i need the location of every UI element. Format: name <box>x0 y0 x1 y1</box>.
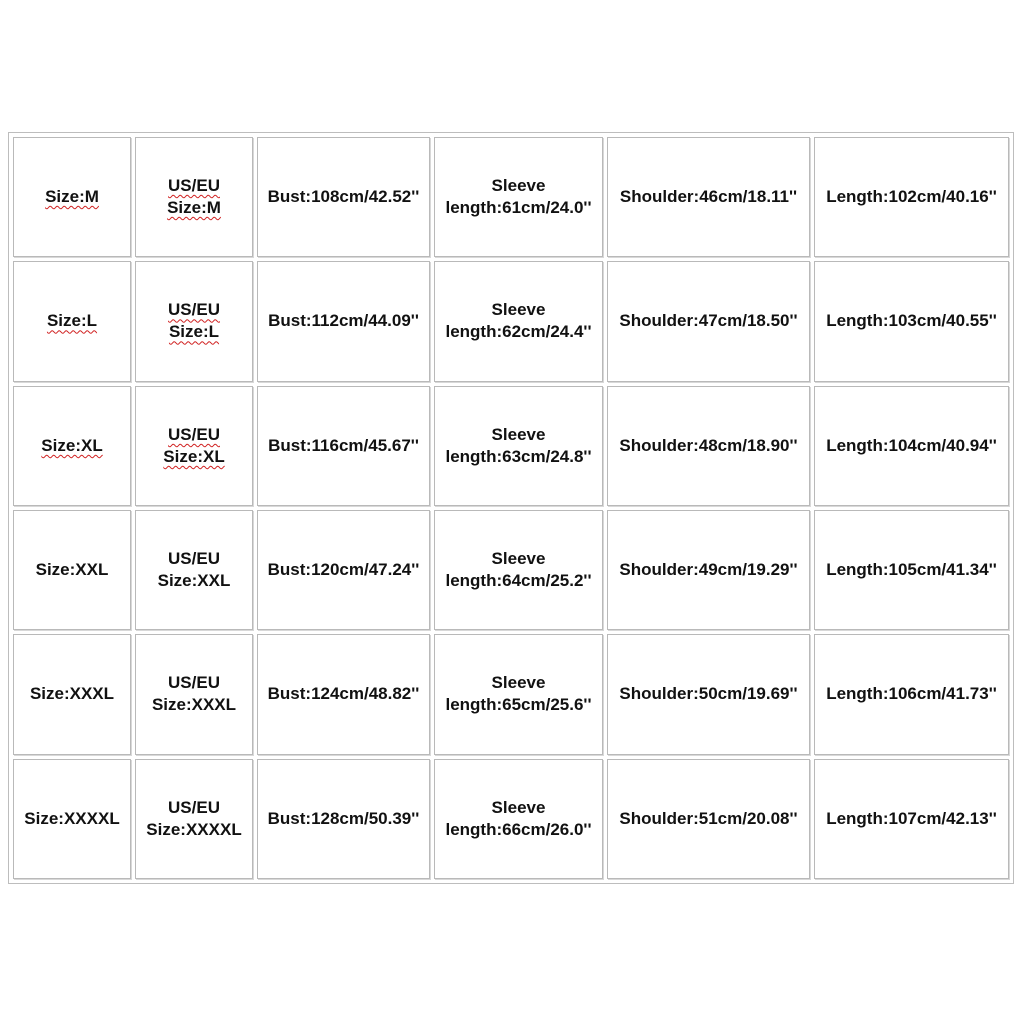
size-cell <box>13 510 131 630</box>
bust-cell: Bust:120cm/47.24'' <box>257 510 430 630</box>
size-label: Size:L <box>46 311 98 331</box>
us-eu-label: US/EU <box>168 673 220 693</box>
us-eu-label: US/EU <box>168 300 220 320</box>
length-cell: Length:102cm/40.16'' <box>814 137 1009 257</box>
size-label: Size:XXL <box>35 560 109 580</box>
us-eu-size-label: Size:XXXL <box>151 695 237 715</box>
shoulder-cell: Shoulder:50cm/19.69'' <box>607 634 810 754</box>
table-row <box>13 386 1009 506</box>
size-chart-table <box>8 132 1014 884</box>
length-cell: Length:104cm/40.94'' <box>814 386 1009 506</box>
sleeve-label: Sleeve <box>491 673 546 693</box>
sleeve-value: length:64cm/25.2'' <box>445 571 592 591</box>
sleeve-cell <box>434 634 603 754</box>
us-eu-size-label: Size:XXXXL <box>146 819 242 839</box>
table-row <box>13 510 1009 630</box>
size-cell <box>13 261 131 381</box>
length-cell: Length:107cm/42.13'' <box>814 759 1009 879</box>
us-eu-cell <box>135 261 253 381</box>
sleeve-value: length:66cm/26.0'' <box>445 819 592 839</box>
shoulder-cell: Shoulder:51cm/20.08'' <box>607 759 810 879</box>
sleeve-label: Sleeve <box>491 797 546 817</box>
table-row <box>13 634 1009 754</box>
us-eu-label: US/EU <box>168 549 220 569</box>
us-eu-label: US/EU <box>168 797 220 817</box>
us-eu-cell <box>135 634 253 754</box>
us-eu-label: US/EU <box>168 424 220 444</box>
sleeve-value: length:61cm/24.0'' <box>445 198 592 218</box>
us-eu-cell <box>135 510 253 630</box>
shoulder-cell: Shoulder:47cm/18.50'' <box>607 261 810 381</box>
sleeve-value: length:65cm/25.6'' <box>445 695 592 715</box>
size-label: Size:XXXXL <box>24 808 120 828</box>
bust-cell: Bust:108cm/42.52'' <box>257 137 430 257</box>
table-row <box>13 261 1009 381</box>
length-cell: Length:105cm/41.34'' <box>814 510 1009 630</box>
shoulder-cell: Shoulder:46cm/18.11'' <box>607 137 810 257</box>
sleeve-cell <box>434 510 603 630</box>
bust-cell: Bust:116cm/45.67'' <box>257 386 430 506</box>
size-label: Size:XXXL <box>29 684 115 704</box>
length-cell: Length:103cm/40.55'' <box>814 261 1009 381</box>
sleeve-value: length:63cm/24.8'' <box>445 446 592 466</box>
bust-cell: Bust:112cm/44.09'' <box>257 261 430 381</box>
length-cell: Length:106cm/41.73'' <box>814 634 1009 754</box>
us-eu-size-label: Size:L <box>168 322 220 342</box>
sleeve-label: Sleeve <box>491 176 546 196</box>
us-eu-size-label: Size:M <box>167 198 221 218</box>
shoulder-cell: Shoulder:48cm/18.90'' <box>607 386 810 506</box>
sleeve-label: Sleeve <box>491 549 546 569</box>
sleeve-cell <box>434 137 603 257</box>
us-eu-cell <box>135 759 253 879</box>
shoulder-cell: Shoulder:49cm/19.29'' <box>607 510 810 630</box>
table-row <box>13 759 1009 879</box>
table-row <box>13 137 1009 257</box>
size-label: Size:XL <box>41 435 103 455</box>
us-eu-size-label: Size:XXL <box>157 571 231 591</box>
sleeve-label: Sleeve <box>491 424 546 444</box>
sleeve-cell <box>434 386 603 506</box>
bust-cell: Bust:128cm/50.39'' <box>257 759 430 879</box>
us-eu-cell <box>135 386 253 506</box>
size-cell <box>13 386 131 506</box>
us-eu-size-label: Size:XL <box>163 446 225 466</box>
size-cell <box>13 634 131 754</box>
sleeve-value: length:62cm/24.4'' <box>445 322 592 342</box>
us-eu-cell <box>135 137 253 257</box>
bust-cell: Bust:124cm/48.82'' <box>257 634 430 754</box>
size-label: Size:M <box>45 187 99 207</box>
us-eu-label: US/EU <box>168 176 220 196</box>
sleeve-cell <box>434 759 603 879</box>
sleeve-label: Sleeve <box>491 300 546 320</box>
sleeve-cell <box>434 261 603 381</box>
size-cell <box>13 137 131 257</box>
size-cell <box>13 759 131 879</box>
